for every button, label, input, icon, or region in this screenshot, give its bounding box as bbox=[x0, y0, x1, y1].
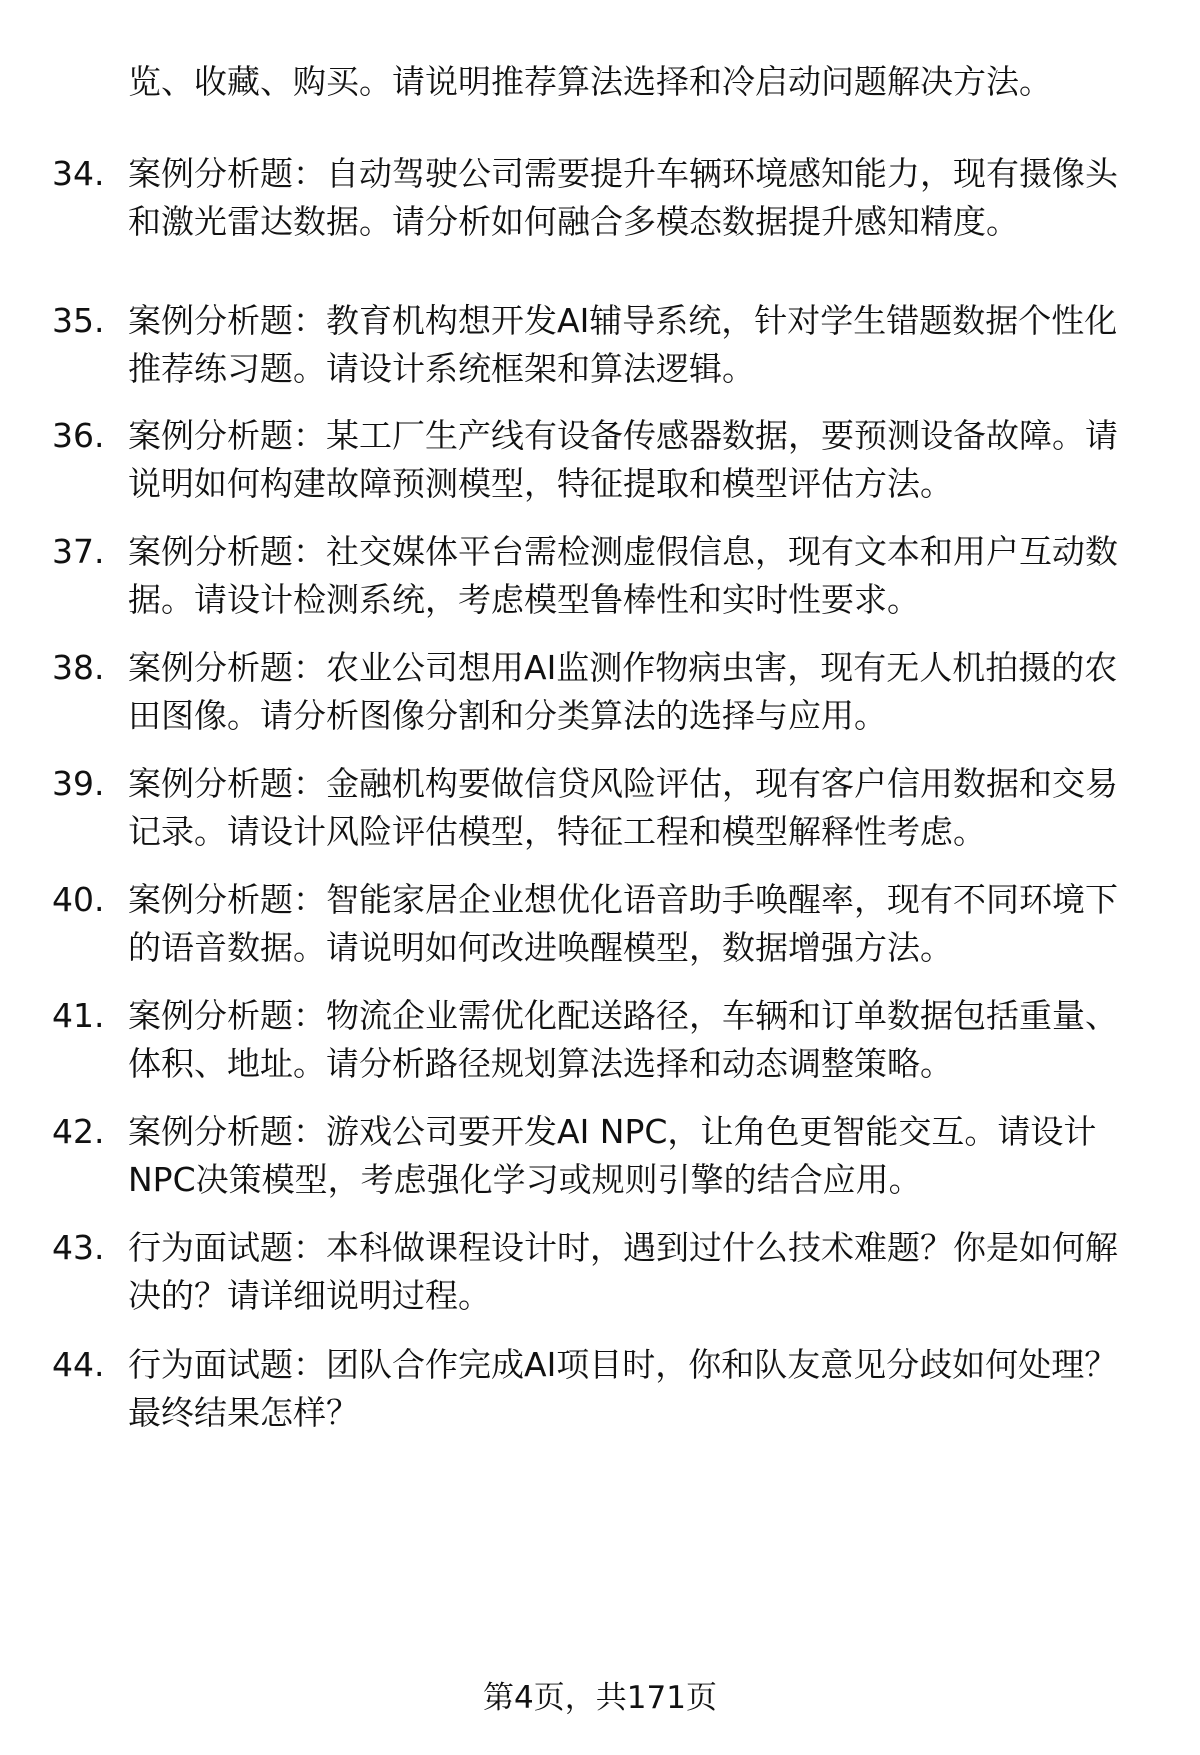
item-text: 案例分析题：某工厂生产线有设备传感器数据，要预测设备故障。请说明如何构建故障预测模型，特征提取和模型评估方法。 bbox=[128, 416, 1118, 503]
item-number: 38. bbox=[52, 648, 105, 687]
item-text: 案例分析题：游戏公司要开发AI NPC，让角色更智能交互。请设计NPC决策模型，考虑强化学习或规则引擎的结合应用。 bbox=[128, 1112, 1097, 1199]
item-number: 43. bbox=[52, 1228, 105, 1267]
item-text: 案例分析题：自动驾驶公司需要提升车辆环境感知能力，现有摄像头和激光雷达数据。请分析如何融合多模态数据提升感知精度。 bbox=[128, 154, 1118, 241]
item-text: 案例分析题：金融机构要做信贷风险评估，现有客户信用数据和交易记录。请设计风险评估模型，特征工程和模型解释性考虑。 bbox=[128, 764, 1118, 851]
item-number: 35. bbox=[52, 301, 105, 340]
item-number: 37. bbox=[52, 532, 105, 571]
item-text: 案例分析题：农业公司想用AI监测作物病虫害，现有无人机拍摄的农田图像。请分析图像分割和分类算法的选择与应用。 bbox=[128, 648, 1118, 735]
item-text: 案例分析题：物流企业需优化配送路径，车辆和订单数据包括重量、体积、地址。请分析路径规划算法选择和动态调整策略。 bbox=[128, 996, 1118, 1083]
item-number: 36. bbox=[52, 416, 105, 455]
item-number: 40. bbox=[52, 880, 105, 919]
item-text: 案例分析题：社交媒体平台需检测虚假信息，现有文本和用户互动数据。请设计检测系统，考虑模型鲁棒性和实时性要求。 bbox=[128, 532, 1118, 619]
item-number: 39. bbox=[52, 764, 105, 803]
item-number: 34. bbox=[52, 154, 105, 193]
item-text: 案例分析题：教育机构想开发AI辅导系统，针对学生错题数据个性化推荐练习题。请设计系统框架和算法逻辑。 bbox=[128, 301, 1118, 388]
continuation-paragraph: 览、收藏、购买。请说明推荐算法选择和冷启动问题解决方法。 bbox=[128, 62, 1052, 101]
item-text: 行为面试题：团队合作完成AI项目时，你和队友意见分歧如何处理？最终结果怎样？ bbox=[128, 1345, 1118, 1432]
page-footer: 第4页，共171页 bbox=[483, 1680, 717, 1716]
item-number: 41. bbox=[52, 996, 105, 1035]
item-text: 案例分析题：智能家居企业想优化语音助手唤醒率，现有不同环境下的语音数据。请说明如何改进唤醒模型，数据增强方法。 bbox=[128, 880, 1118, 967]
item-text: 行为面试题：本科做课程设计时，遇到过什么技术难题？你是如何解决的？请详细说明过程。 bbox=[128, 1228, 1118, 1315]
item-number: 42. bbox=[52, 1112, 105, 1151]
item-number: 44. bbox=[52, 1345, 105, 1384]
